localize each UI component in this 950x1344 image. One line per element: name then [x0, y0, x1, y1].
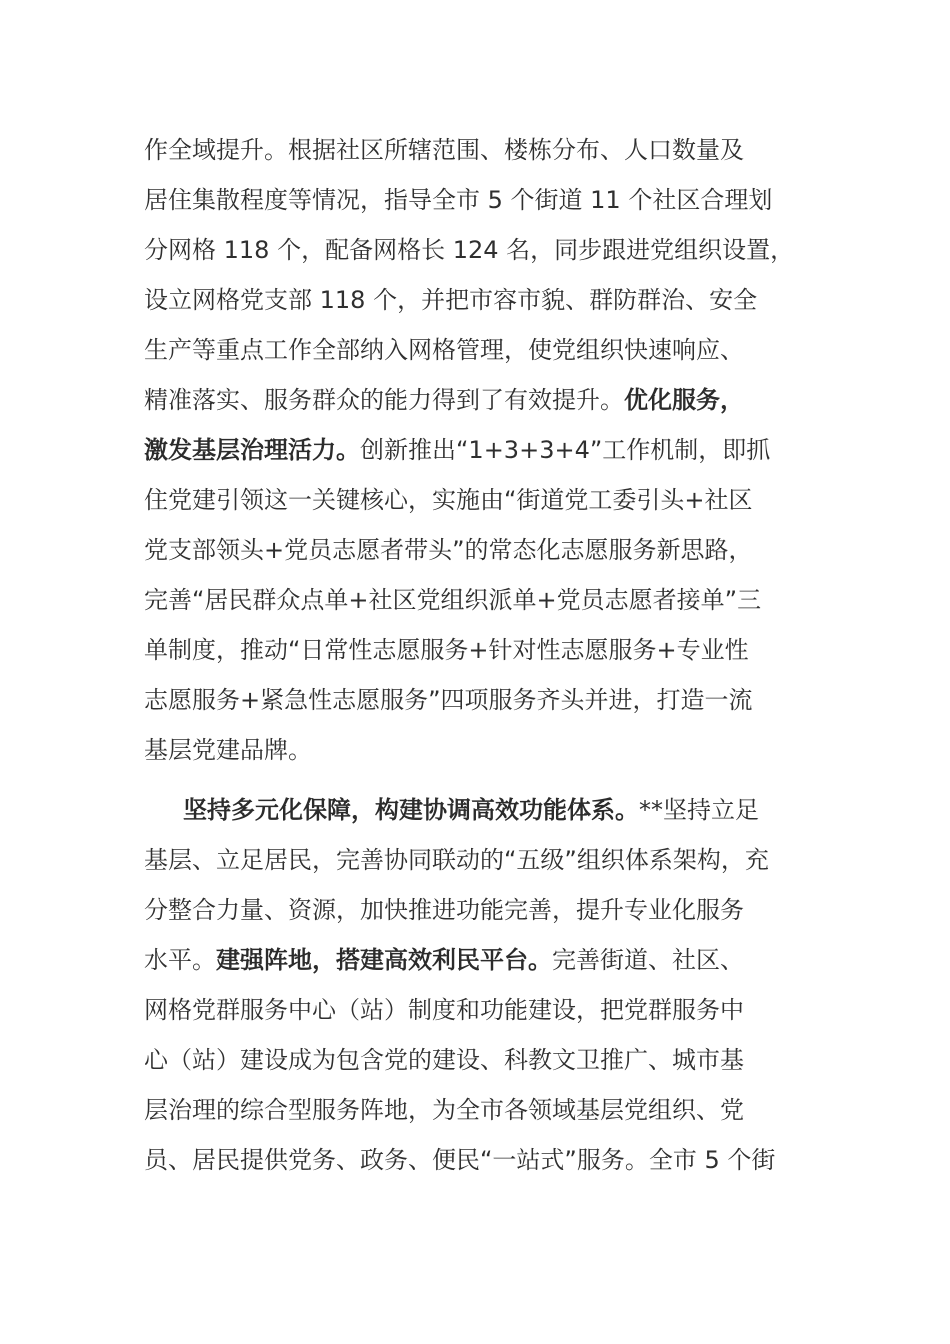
- line-text: 完善街道、社区、: [552, 946, 744, 974]
- text-line: [144, 785, 806, 835]
- text-line: 分网格 118 个，配备网格长 124 名，同步跟进党组织设置，: [144, 236, 795, 264]
- text-line: 基层党建品牌。: [144, 736, 312, 764]
- bold-heading: 坚持多元化保障，构建协调高效功能体系。: [183, 796, 639, 824]
- text-line: 设立网格党支部 118 个，并把市容市貌、群防群治、安全: [144, 286, 758, 314]
- line-text: 创新推出“1+3+3+4”工作机制，即抓: [360, 436, 771, 464]
- text-line: 住党建引领这一关键核心，实施由“街道党工委引头+社区: [144, 486, 753, 514]
- body-text: [144, 125, 806, 1185]
- text-line: 层治理的综合型服务阵地，为全市各领域基层党组织、党: [144, 1096, 744, 1124]
- text-line: 生产等重点工作全部纳入网格管理，使党组织快速响应、: [144, 336, 744, 364]
- bold-heading: 激发基层治理活力。: [144, 436, 360, 464]
- text-line: 心（站）建设成为包含党的建设、科教文卫推广、城市基: [144, 1046, 744, 1074]
- text-line: 基层、立足居民，完善协同联动的“五级”组织体系架构，充: [144, 846, 769, 874]
- text-line: 居住集散程度等情况，指导全市 5 个街道 11 个社区合理划: [144, 186, 773, 214]
- text-line: 单制度，推动“日常性志愿服务+针对性志愿服务+专业性: [144, 636, 749, 664]
- bold-heading: 建强阵地，搭建高效利民平台。: [216, 946, 552, 974]
- text-line: 志愿服务+紧急性志愿服务”四项服务齐头并进，打造一流: [144, 686, 753, 714]
- text-line: [144, 935, 806, 985]
- line-text: 水平。: [144, 946, 216, 974]
- text-line: 分整合力量、资源，加快推进功能完善，提升专业化服务: [144, 896, 744, 924]
- text-line: 员、居民提供党务、政务、便民“一站式”服务。全市 5 个街: [144, 1146, 776, 1174]
- text-line: 党支部领头+党员志愿者带头”的常态化志愿服务新思路，: [144, 536, 753, 564]
- text-line: [144, 425, 806, 475]
- text-line: 网格党群服务中心（站）制度和功能建设，把党群服务中: [144, 996, 744, 1024]
- line-text: 精准落实、服务群众的能力得到了有效提升。: [144, 386, 624, 414]
- text-line: [144, 375, 806, 425]
- text-line: 完善“居民群众点单+社区党组织派单+党员志愿者接单”三: [144, 586, 762, 614]
- line-text: **坚持立足: [639, 796, 759, 824]
- bold-heading: 优化服务，: [624, 386, 744, 414]
- text-line: 作全域提升。根据社区所辖范围、楼栋分布、人口数量及: [144, 136, 744, 164]
- paragraph-gap: [144, 775, 806, 785]
